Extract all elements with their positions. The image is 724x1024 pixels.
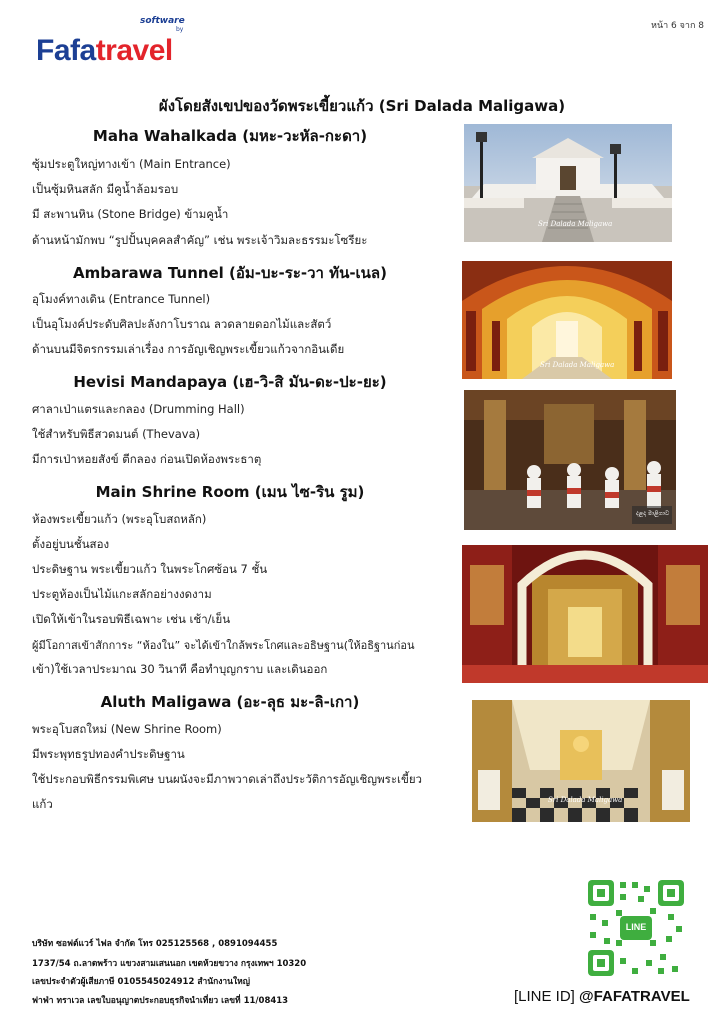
line-id-prefix: [LINE ID] xyxy=(514,988,580,1005)
section-line: มีพระพุทธรูปทองคำประดิษฐาน xyxy=(32,747,185,761)
section-line: เป็นซุ้มหินสลัก มีคูน้ำล้อมรอบ xyxy=(32,182,179,196)
photo-temple-entrance xyxy=(464,124,672,242)
line-qr-code[interactable] xyxy=(586,878,686,978)
section-line: ประตูห้องเป็นไม้แกะสลักอย่างงดงาม xyxy=(32,587,212,601)
photo-caption: Sri Dalada Maligawa xyxy=(540,361,615,369)
section-line: พระอุโบสถใหม่ (New Shrine Room) xyxy=(32,722,222,736)
logo-by-text: by xyxy=(176,26,184,33)
section-line: อุโมงค์ทางเดิน (Entrance Tunnel) xyxy=(32,292,211,306)
photo-main-shrine-room xyxy=(462,545,708,683)
section-line: ศาลาเป่าแตรและกลอง (Drumming Hall) xyxy=(32,402,245,416)
section-line: แก้ว xyxy=(32,797,53,811)
section-line: ด้านบนมีจิตรกรรมเล่าเรื่อง การอัญเชิญพระเขี้ยวแก้วจากอินเดีย xyxy=(32,342,345,356)
section-line: เปิดให้เข้าในรอบพิธีเฉพาะ เช่น เช้า/เย็น xyxy=(32,612,231,626)
footer-license-line: ฟาฟ่า ทราเวล เลขใบอนุญาตประกอบธุรกิจนำเที่ยว เลขที่ 11/08413 xyxy=(32,996,289,1006)
line-id-value[interactable]: @FAFATRAVEL xyxy=(579,988,690,1005)
photo-drumming-hall xyxy=(464,390,676,530)
section-line: มีการเป่าหอยสังข์ ตีกลอง ก่อนเปิดห้องพระธาตุ xyxy=(32,452,262,466)
section-line: เข้า)ใช้เวลาประมาณ 30 วินาที คือทำบุญกราบ และเดินออก xyxy=(32,662,328,676)
section-title-aluth-maligawa: Aluth Maligawa (อะ-ลุธ มะ-ลิ-เกา) xyxy=(100,693,360,711)
logo-fafa: Fafa xyxy=(36,34,96,67)
page-title: ผังโดยสังเขปของวัดพระเขี้ยวแก้ว (Sri Dalada Maligawa) xyxy=(158,97,566,115)
section-title-main-shrine-room: Main Shrine Room (เมน ไซ-ริน รูม) xyxy=(95,483,365,501)
line-id-text xyxy=(514,988,690,1005)
page-number: หน้า 6 จาก 8 xyxy=(651,21,704,31)
footer-address-line: 1737/54 ถ.ลาดพร้าว แขวงสามเสนนอก เขตห้วยขวาง กรุงเทพฯ 10320 xyxy=(32,959,307,969)
section-line: ผู้มีโอกาสเข้าสักการะ “ห้องใน” จะได้เข้าใกล้พระโกศและอธิษฐาน(ให้อธิฐานก่อน xyxy=(32,639,415,652)
photo-ambarawa-tunnel xyxy=(462,261,672,379)
section-line: ประดิษฐาน พระเขี้ยวแก้ว ในพระโกศซ้อน 7 ชั้น xyxy=(32,562,268,576)
logo-travel: travel xyxy=(95,34,173,67)
section-title-hevisi-mandapaya: Hevisi Mandapaya (เฮ-วิ-สิ มัน-ดะ-ปะ-ยะ) xyxy=(73,373,387,391)
photo-caption: Sri Dalada Maligawa xyxy=(538,220,613,228)
logo-software-text: software xyxy=(140,16,185,26)
section-line: ซุ้มประตูใหญ่ทางเข้า (Main Entrance) xyxy=(32,157,231,171)
section-line: ใช้ประกอบพิธีกรรมพิเศษ บนผนังจะมีภาพวาดเล่าถึงประวัติการอัญเชิญพระเขี้ยว xyxy=(32,772,423,786)
qr-line-label: LINE xyxy=(625,922,647,932)
section-line: ตั้งอยู่บนชั้นสอง xyxy=(32,537,110,551)
section-line: ใช้สำหรับพิธีสวดมนต์ (Thevava) xyxy=(32,427,201,441)
photo-badge: දළදා මාළිගාව xyxy=(636,510,670,517)
section-line: เป็นอุโมงค์ประดับศิลปะลังกาโบราณ ลวดลายดอกไม้และสัตว์ xyxy=(32,317,332,331)
section-title-ambarawa-tunnel: Ambarawa Tunnel (อัม-บะ-ระ-วา ทัน-เนล) xyxy=(73,264,387,282)
footer-company-line: บริษัท ซอฟต์แวร์ ไฟล จำกัด โทร 025125568 , 0891094455 xyxy=(32,939,278,949)
section-line: มี สะพานหิน (Stone Bridge) ข้ามคูน้ำ xyxy=(32,207,229,221)
section-line: ห้องพระเขี้ยวแก้ว (พระอุโบสถหลัก) xyxy=(32,512,207,526)
fafatravel-logo xyxy=(36,34,173,68)
section-title-maha-wahalkada: Maha Wahalkada (มหะ-วะหัล-กะดา) xyxy=(92,127,368,145)
photo-aluth-maligawa xyxy=(472,700,690,822)
footer-tax-line: เลขประจำตัวผู้เสียภาษี 0105545024912 สำนักงานใหญ่ xyxy=(32,977,250,987)
section-line: ด้านหน้ามักพบ “รูปปั้นบุคคลสำคัญ” เช่น พระเจ้าวิมละธรรมะโซรียะ xyxy=(32,233,368,247)
photo-caption: Sri Dalada Maligawa xyxy=(548,796,623,804)
